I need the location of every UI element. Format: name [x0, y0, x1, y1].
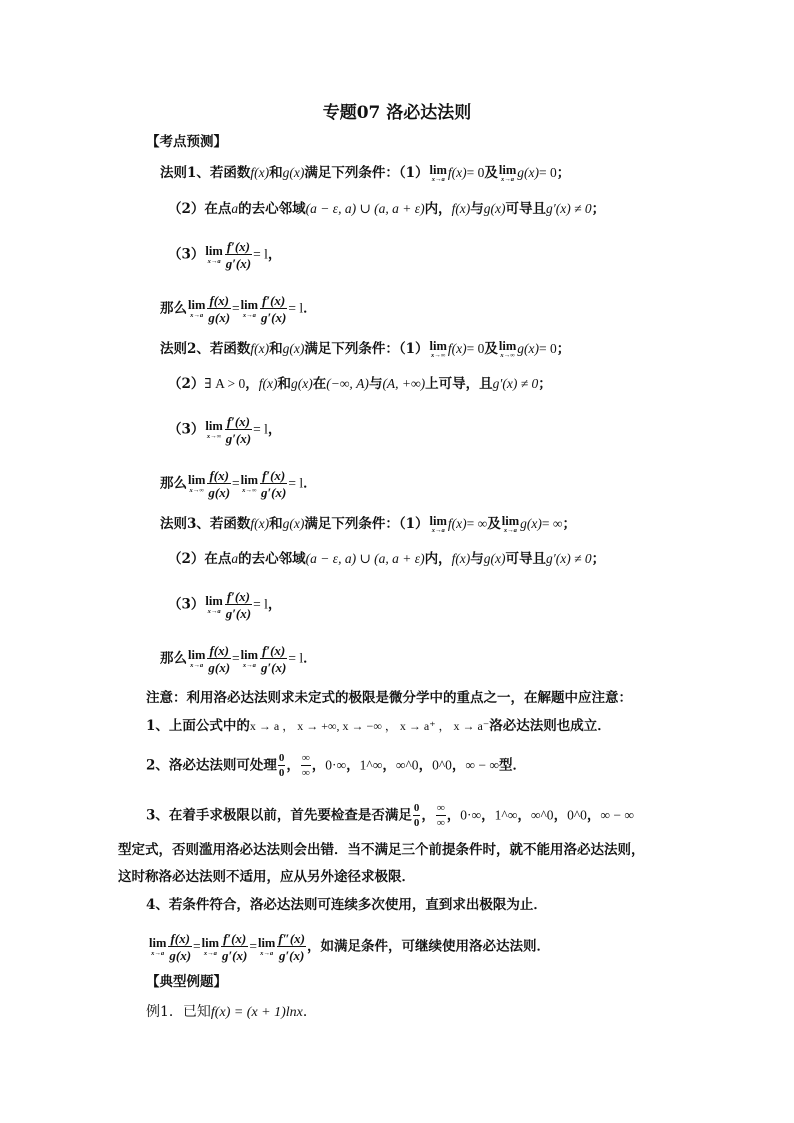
note-2: 2、洛必达法则可处理 $\frac{0}{0}$ ， ∞ ∞ ，0·∞，1^∞，∞^0，0^0，∞ − ∞型．: [146, 752, 527, 779]
rule1-and: 和: [269, 165, 283, 181]
lim-symbol: lim x→a: [429, 162, 447, 183]
neighborhood-expr: (a − ε, a) ∪ (a, a + ε): [305, 201, 425, 216]
rule1-line1: 法则1、若函数f(x)和g(x)满足下列条件：（1） lim x→a f(x)= 0及 lim x→a g(x)= 0；: [160, 162, 571, 183]
rule3-line2: （2）在点a的去心邻域(a − ε, a) ∪ (a, a + ε)内，f(x)与g(x)可导且g′(x) ≠ 0；: [168, 551, 606, 567]
rule1-then: 那么 lim x→a $\frac{f(x)}{g(x)}$ = lim x→a $\frac{f'(x)}{g'(x)}$ = l．: [160, 293, 317, 325]
note-3-line2: 型定式，否则滥用洛必达法则会出错．当不满足三个前提条件时，就不能用洛必达法则，: [118, 842, 645, 858]
rule1-line2: （2）在点a的去心邻域(a − ε, a) ∪ (a, a + ε)内，f(x)与g(x)可导且g′(x) ≠ 0；: [168, 201, 606, 217]
rule2-line2: （2）∃ A > 0，f(x)和g(x)在(−∞, A)与(A, +∞)上可导，且g′(x) ≠ 0；: [168, 376, 552, 392]
notes-heading: 注意：利用洛必达法则求未定式的极限是微分学中的重点之一，在解题中应注意：: [146, 690, 632, 706]
rule2-then: 那么 lim x→∞ $\frac{f(x)}{g(x)}$ = lim x→∞ $\frac{f'(x)}{g'(x)}$ = l．: [160, 468, 317, 500]
rule1-conds: 满足下列条件：（1）: [304, 165, 429, 181]
note-4: 4、若条件符合，洛必达法则可连续多次使用，直到求出极限为止．: [146, 897, 547, 913]
rule3-then: 那么 lim x→a $\frac{f(x)}{g(x)}$ = lim x→a $\frac{f'(x)}{g'(x)}$ = l．: [160, 643, 317, 675]
math-fx: f(x): [250, 165, 270, 180]
page-title: 专题07 洛必达法则: [322, 103, 472, 123]
rule2-line1: 法则2、若函数f(x)和g(x)满足下列条件：（1） lim x→∞ f(x)= 0及 lim x→∞ g(x)= 0；: [160, 338, 571, 359]
section-heading-dianxing: 【典型例题】: [146, 974, 227, 990]
note-4-formula: lim x→a $\frac{f(x)}{g(x)}$ = lim x→a $\frac{f'(x)}{g'(x)}$ = lim x→a $\frac{f''(x)}{g'(x)}$ ，如满足条件，可继续使用洛必达法则．: [149, 931, 550, 963]
rule1-line3: （3） lim x→a $\frac{f'(x)}{g'(x)}$ = l，: [168, 239, 282, 271]
note-3-line3: 这时称洛必达法则不适用，应从另外途径求极限．: [118, 869, 415, 885]
section-heading-kaodian: 【考点预测】: [146, 134, 227, 150]
note-3: 3、在着手求极限以前，首先要检查是否满足 $\frac{0}{0}$ ， ∞ ∞ ，0·∞，1^∞，∞^0，0^0，∞ − ∞: [146, 802, 635, 829]
note-1: 1、上面公式中的x → a ， x → +∞, x → −∞ ， x → a⁺ ， x → a⁻洛必达法则也成立．: [146, 718, 611, 734]
rule3-line1: 法则3、若函数f(x)和g(x)满足下列条件：（1） lim x→a f(x)= ∞及 lim x→a g(x)= ∞；: [160, 513, 576, 534]
example-1: 例1．已知f(x) = (x + 1)lnx．: [146, 1004, 317, 1020]
example-formula: f(x) = (x + 1)lnx: [210, 1005, 303, 1020]
rule2-line3: （3） lim x→∞ $\frac{f'(x)}{g'(x)}$ = l，: [168, 414, 282, 446]
rule1-label: 法则1、若函数: [160, 165, 251, 181]
fraction: $\frac{f'(x)}{g'(x)}$: [225, 239, 252, 271]
rule3-line3: （3） lim x→a $\frac{f'(x)}{g'(x)}$ = l，: [168, 589, 282, 621]
math-gx: g(x): [282, 165, 305, 180]
